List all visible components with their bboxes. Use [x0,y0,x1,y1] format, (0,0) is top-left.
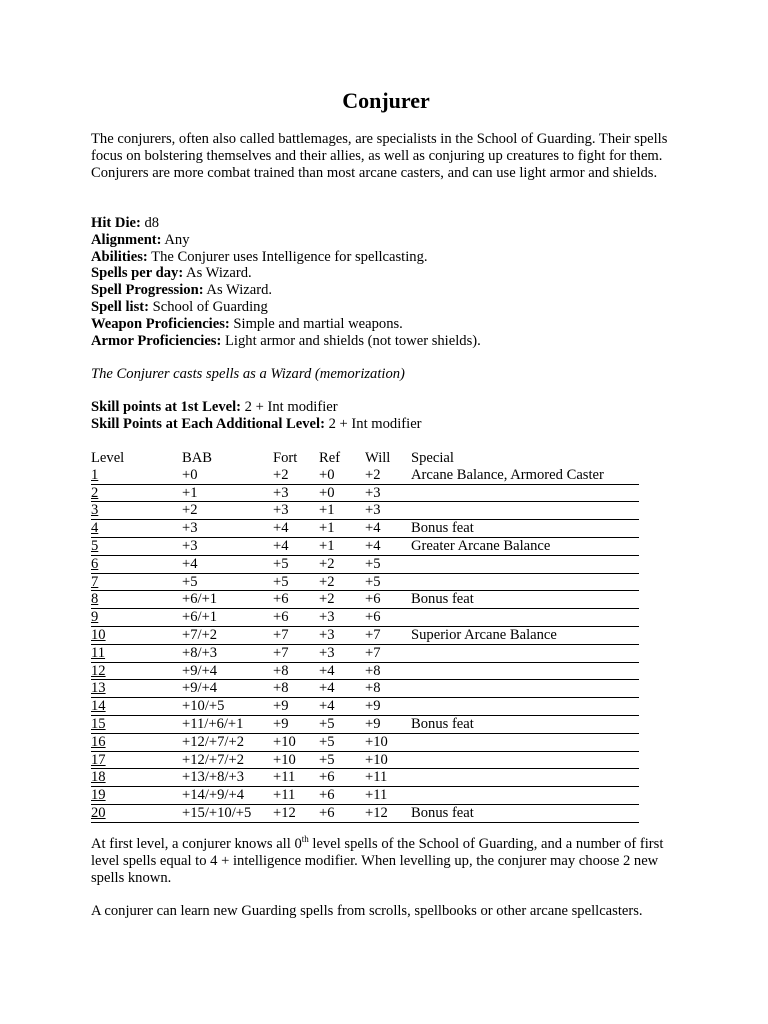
skill-label: Skill Points at Each Additional Level: [91,415,325,432]
cell-will: +10 [365,751,411,769]
table-row [91,626,639,644]
table-header-row [91,450,639,467]
cell-level [91,698,182,716]
cell-bab: +2 [182,502,273,520]
level-number: 12 [91,662,106,679]
casting-note: The Conjurer casts spells as a Wizard (memorization) [91,366,405,382]
cell-special: Bonus feat [411,520,639,538]
cell-ref: +2 [319,555,365,573]
table-row [91,520,639,538]
cell-special [411,644,639,662]
table-row [91,537,639,555]
table-row [91,609,639,627]
stat-label: Spell Progression: [91,282,204,299]
level-number: 9 [91,609,99,626]
header-level: Level [91,450,125,466]
cell-fort: +10 [273,733,319,751]
cell-will: +7 [365,644,411,662]
cell-bab: +8/+3 [182,644,273,662]
cell-ref: +1 [319,520,365,538]
stat-value: Light armor and shields (not tower shields). [221,332,481,349]
cell-ref: +6 [319,769,365,787]
cell-level [91,662,182,680]
cell-special [411,787,639,805]
cell-level [91,537,182,555]
skill-first-level [91,399,422,416]
cell-bab: +3 [182,537,273,555]
cell-will: +4 [365,537,411,555]
cell-bab: +9/+4 [182,680,273,698]
cell-special [411,555,639,573]
level-number: 3 [91,502,99,519]
cell-special [411,733,639,751]
stat-spell-list [91,299,683,316]
stat-abilities [91,249,683,266]
cell-ref: +4 [319,662,365,680]
table-row [91,573,639,591]
cell-fort: +8 [273,680,319,698]
table-row [91,484,639,502]
learn-spells-paragraph: A conjurer can learn new Guarding spells from scrolls, spellbooks or other arcane spellcasters. [91,903,643,919]
cell-special: Greater Arcane Balance [411,537,639,555]
cell-special [411,609,639,627]
cell-fort: +9 [273,698,319,716]
cell-ref: +1 [319,537,365,555]
cell-bab: +6/+1 [182,609,273,627]
cell-ref: +5 [319,751,365,769]
table-row [91,467,639,484]
cell-special: Bonus feat [411,715,639,733]
stat-value: School of Guarding [148,298,268,315]
cell-ref: +2 [319,591,365,609]
stat-label: Hit Die: [91,215,141,231]
level-number: 8 [91,591,99,608]
cell-ref: +0 [319,484,365,502]
cell-will: +12 [365,804,411,822]
cell-will: +3 [365,502,411,520]
table-row [91,804,639,822]
stat-label: Spells per day: [91,265,184,282]
table-body [91,467,639,822]
cell-ref: +3 [319,626,365,644]
cell-ref: +6 [319,787,365,805]
cell-bab: +12/+7/+2 [182,733,273,751]
cell-level [91,555,182,573]
intro-paragraph: The conjurers, often also called battlemages, are specialists in the School of Guarding. Their spells focus on bolstering themselves and their allies, as well as conjuring up creatures to fight for them. Conjurers are more combat trained than most arcane casters, and can use light armor and shields. [91,131,668,181]
level-number: 11 [91,644,106,661]
stat-hit-die [91,215,683,232]
cell-special: Bonus feat [411,804,639,822]
level-number: 1 [91,466,99,483]
stat-value: Any [161,231,190,248]
stat-armor-proficiencies [91,333,683,350]
cell-bab: +5 [182,573,273,591]
header-bab: BAB [182,450,213,466]
table-row [91,787,639,805]
cell-special: Arcane Balance, Armored Caster [411,467,639,484]
stat-value: As Wizard. [183,265,252,282]
cell-fort: +8 [273,662,319,680]
cell-level [91,502,182,520]
table-row [91,680,639,698]
table-row [91,769,639,787]
level-number: 7 [91,573,99,590]
table-row [91,644,639,662]
cell-special: Superior Arcane Balance [411,626,639,644]
cell-ref: +0 [319,467,365,484]
header-special: Special [411,450,454,466]
cell-bab: +4 [182,555,273,573]
cell-ref: +3 [319,609,365,627]
cell-will: +11 [365,787,411,805]
cell-fort: +6 [273,591,319,609]
cell-will: +6 [365,609,411,627]
cell-will: +11 [365,769,411,787]
table-row [91,751,639,769]
level-number: 4 [91,520,99,537]
cell-will: +8 [365,680,411,698]
cell-special [411,698,639,716]
cell-fort: +5 [273,573,319,591]
cell-will: +9 [365,698,411,716]
class-stats [91,215,683,349]
cell-ref: +5 [319,715,365,733]
cell-fort: +7 [273,644,319,662]
cell-special [411,769,639,787]
stat-label: Spell list: [91,298,149,315]
stat-value: Simple and martial weapons. [229,315,403,332]
ordinal-suffix: th [301,834,309,845]
cell-level [91,769,182,787]
cell-level [91,751,182,769]
cell-fort: +9 [273,715,319,733]
cell-level [91,484,182,502]
cell-level [91,715,182,733]
table-row [91,591,639,609]
level-number: 10 [91,626,106,643]
cell-will: +5 [365,573,411,591]
stat-weapon-proficiencies [91,316,683,333]
table-row [91,715,639,733]
skill-label: Skill points at 1st Level: [91,399,242,415]
cell-will: +5 [365,555,411,573]
cell-fort: +6 [273,609,319,627]
cell-fort: +3 [273,484,319,502]
stat-value: d8 [140,215,160,231]
level-progression-table [91,450,639,823]
header-ref: Ref [319,450,341,466]
cell-will: +2 [365,467,411,484]
cell-bab: +13/+8/+3 [182,769,273,787]
stat-value: The Conjurer uses Intelligence for spellcasting. [147,248,428,265]
table-row [91,733,639,751]
level-number: 16 [91,733,106,750]
cell-ref: +4 [319,698,365,716]
cell-level [91,626,182,644]
stat-value: As Wizard. [203,282,273,299]
page-title: Conjurer [342,88,430,113]
level-number: 13 [91,680,106,697]
cell-ref: +6 [319,804,365,822]
cell-level [91,609,182,627]
stat-label: Alignment: [91,231,162,248]
cell-bab: +0 [182,467,273,484]
stat-alignment [91,232,683,249]
cell-bab: +1 [182,484,273,502]
cell-ref: +4 [319,680,365,698]
cell-special [411,751,639,769]
cell-bab: +7/+2 [182,626,273,644]
skill-value: 2 + Int modifier [241,399,338,415]
cell-level [91,467,182,484]
header-will: Will [365,450,391,466]
cell-ref: +5 [319,733,365,751]
skill-value: 2 + Int modifier [324,415,422,432]
cell-bab: +10/+5 [182,698,273,716]
level-number: 20 [91,804,106,821]
cell-ref: +2 [319,573,365,591]
cell-level [91,591,182,609]
cell-bab: +9/+4 [182,662,273,680]
cell-will: +3 [365,484,411,502]
level-number: 2 [91,484,99,501]
level-number: 14 [91,698,106,715]
cell-special: Bonus feat [411,591,639,609]
level-number: 18 [91,769,106,786]
level-number: 17 [91,751,106,768]
cell-level [91,787,182,805]
cell-ref: +3 [319,644,365,662]
cell-level [91,573,182,591]
table-row [91,662,639,680]
cell-fort: +4 [273,537,319,555]
cell-level [91,644,182,662]
cell-level [91,733,182,751]
cell-bab: +6/+1 [182,591,273,609]
cell-level [91,520,182,538]
cell-special [411,662,639,680]
level-number: 5 [91,537,99,554]
table-row [91,698,639,716]
cell-will: +6 [365,591,411,609]
cell-bab: +11/+6/+1 [182,715,273,733]
cell-will: +8 [365,662,411,680]
level-number: 6 [91,555,99,572]
cell-bab: +15/+10/+5 [182,804,273,822]
level-number: 19 [91,787,106,804]
known-spells-paragraph [91,836,683,886]
cell-level [91,804,182,822]
cell-fort: +2 [273,467,319,484]
cell-fort: +11 [273,769,319,787]
stat-label: Abilities: [91,248,148,265]
stat-label: Armor Proficiencies: [91,332,222,349]
table-row [91,502,639,520]
cell-will: +10 [365,733,411,751]
skill-points [91,399,422,433]
cell-fort: +11 [273,787,319,805]
cell-fort: +7 [273,626,319,644]
cell-special [411,573,639,591]
skill-additional-level [91,416,422,433]
cell-fort: +4 [273,520,319,538]
cell-ref: +1 [319,502,365,520]
cell-fort: +3 [273,502,319,520]
cell-special [411,680,639,698]
header-fort: Fort [273,450,298,466]
outro-text-end: level spells of the School of Guarding, and a number of first level spells equal to 4 + intelligence modifier. When levelling up, the conjurer may choose 2 new spells known. [91,836,664,886]
cell-special [411,484,639,502]
stat-spells-per-day [91,265,683,282]
stat-spell-progression [91,282,683,299]
level-number: 15 [91,715,106,732]
stat-label: Weapon Proficiencies: [91,315,230,332]
cell-bab: +3 [182,520,273,538]
cell-bab: +14/+9/+4 [182,787,273,805]
outro-text-start: At first level, a conjurer knows all 0 [91,836,302,852]
cell-will: +4 [365,520,411,538]
cell-will: +7 [365,626,411,644]
cell-will: +9 [365,715,411,733]
cell-bab: +12/+7/+2 [182,751,273,769]
cell-fort: +10 [273,751,319,769]
cell-fort: +12 [273,804,319,822]
cell-special [411,502,639,520]
cell-level [91,680,182,698]
cell-fort: +5 [273,555,319,573]
table-row [91,555,639,573]
